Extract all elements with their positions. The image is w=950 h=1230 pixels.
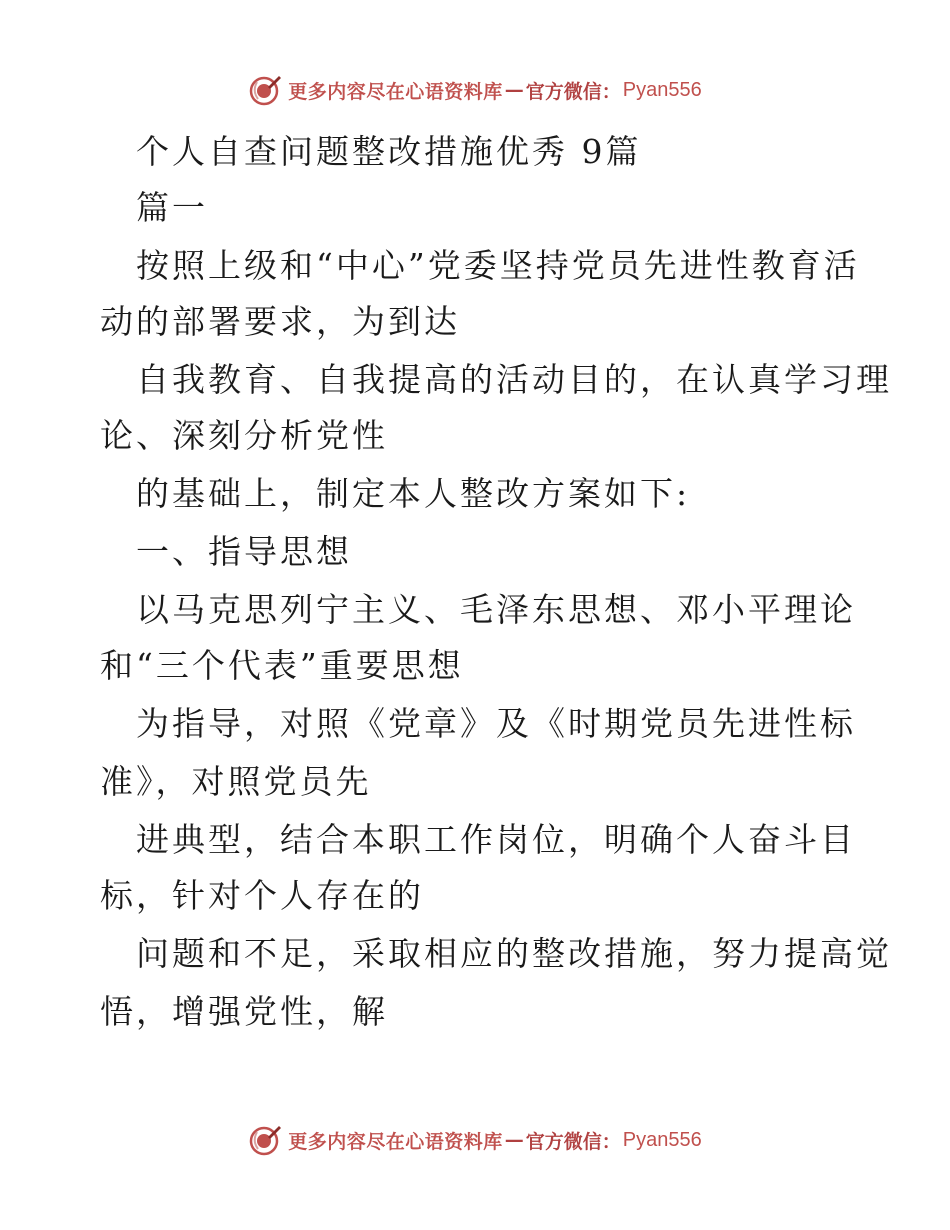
paragraph-line: 进典型，结合本职工作岗位，明确个人奋斗目 [136,820,856,859]
paragraph-line: 动的部署要求，为到达 [100,302,460,341]
paragraph-line: 论、深刻分析党性 [100,416,388,455]
paragraph-line: 的基础上，制定本人整改方案如下: [136,474,691,513]
paragraph-line: 和“三个代表”重要思想 [100,646,464,685]
wechat-label: 官方微信： [525,80,621,103]
banner-separator: — [504,79,524,101]
paragraph-line: 按照上级和“中心”党委坚持党员先进性教育活 [136,246,860,285]
paragraph-line: 为指导，对照《党章》及《时期党员先进性标 [136,704,856,743]
paragraph-line: 标，针对个人存在的 [100,876,424,915]
footer-watermark-banner [0,1120,950,1160]
wechat-id: Pyan556 [622,78,702,101]
site-name: 更多内容尽在心语资料库 [288,80,503,103]
paragraph-line: 以马克思列宁主义、毛泽东思想、邓小平理论 [136,590,856,629]
paragraph-line: 问题和不足，采取相应的整改措施，努力提高觉 [136,934,892,973]
paragraph-line: 悟，增强党性，解 [100,992,388,1031]
pen-seal-logo-icon [248,1123,282,1157]
wechat-id: Pyan556 [622,1128,702,1151]
site-name: 更多内容尽在心语资料库 [288,1130,503,1153]
paragraph-line: 自我教育、自我提高的活动目的，在认真学习理 [136,360,892,399]
wechat-label: 官方微信： [525,1130,621,1153]
banner-separator: — [504,1129,524,1151]
section-heading: 篇一 [136,188,208,227]
pen-seal-logo-icon [248,73,282,107]
section-heading: 一、指导思想 [136,532,352,571]
paragraph-line: 准》，对照党员先 [100,762,372,801]
document-title: 个人自查问题整改措施优秀 9篇 [136,132,642,171]
header-watermark-banner [0,70,950,110]
